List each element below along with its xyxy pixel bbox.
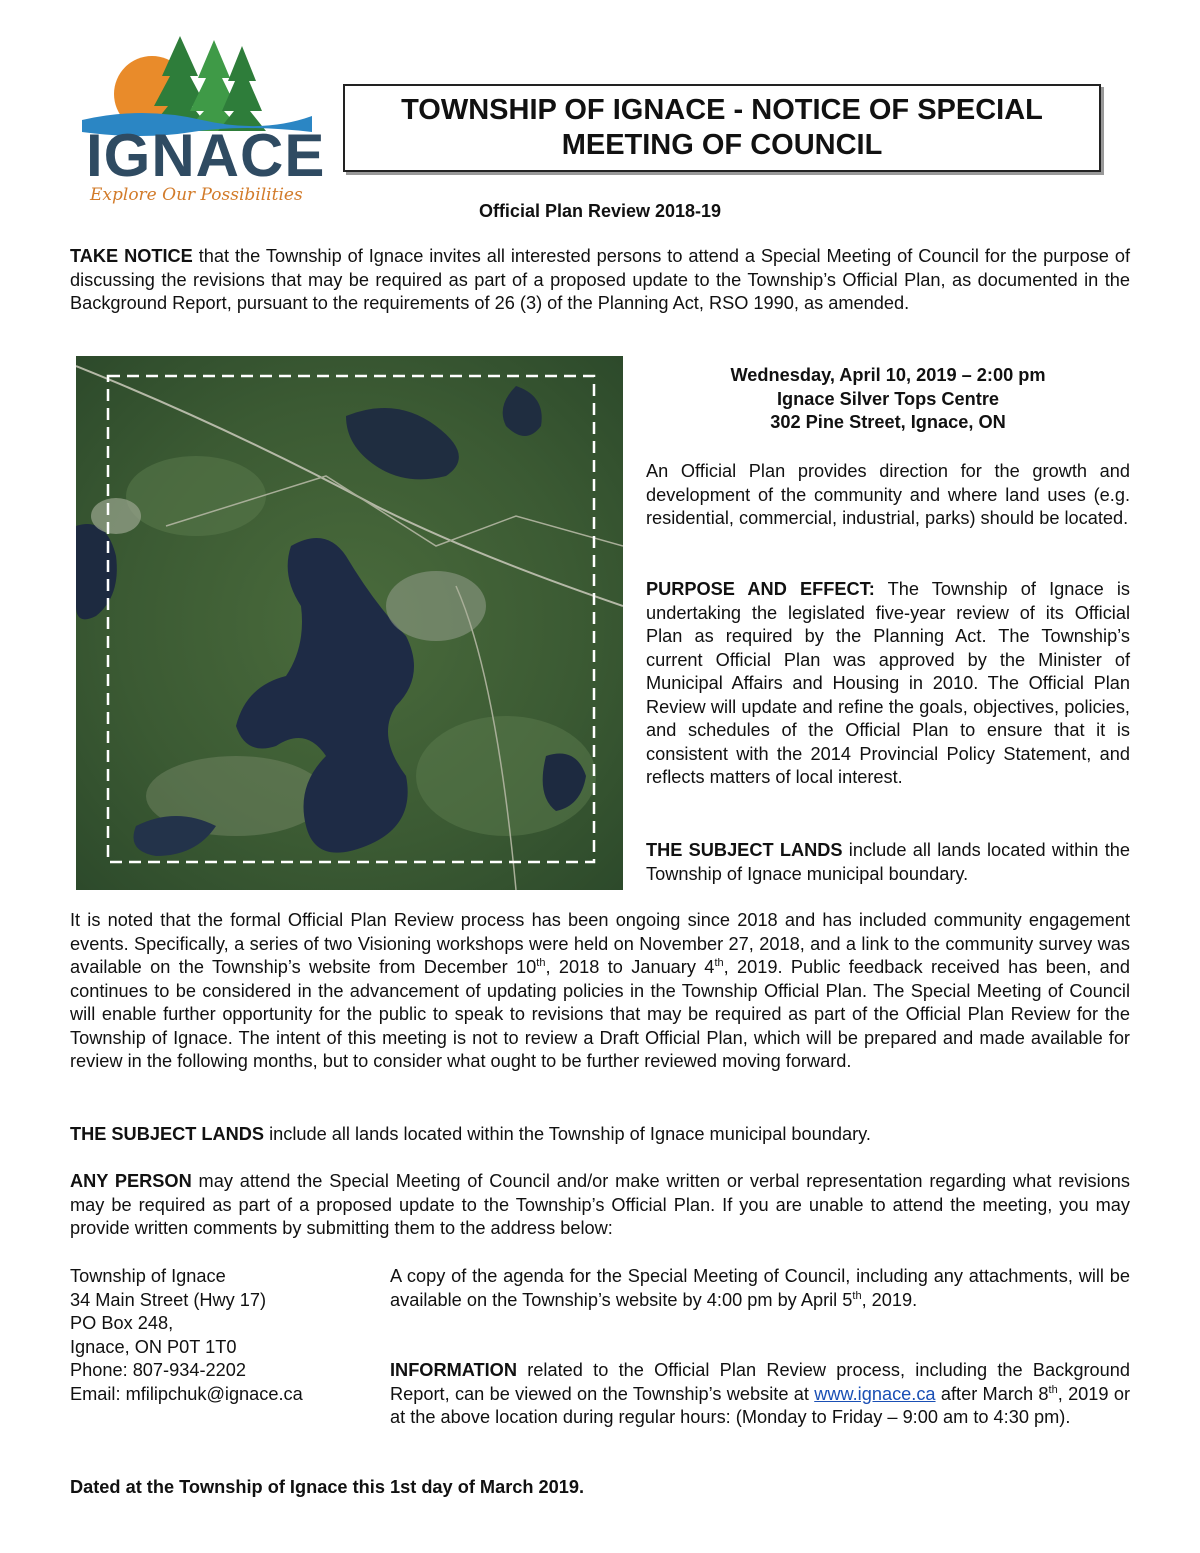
take-notice-text: that the Township of Ignace invites all interested persons to attend a Special Meeting of Council for the purpose of discussing the revisions that may be required as part of a proposed update to the Township’s Official Plan, as documented in the Background Report, pursuant to the requirements of 26 (3) of the Planning Act, RSO 1990, as amended. <box>70 246 1130 313</box>
subject-lands-side-lead: THE SUBJECT LANDS <box>646 840 843 860</box>
official-plan-description: An Official Plan provides direction for the growth and development of the community and where land uses (e.g. residential, commercial, industrial, parks) should be located. <box>646 461 1130 528</box>
contact-address-block <box>70 1265 370 1406</box>
subject-lands-side-paragraph <box>646 839 1130 886</box>
logo-tagline: Explore Our Possibilities <box>90 185 303 205</box>
website-link[interactable]: www.ignace.ca <box>814 1383 936 1404</box>
review-text-2: , 2018 to January 4 <box>545 957 715 977</box>
subject-lands-text: include all lands located within the Township of Ignace municipal boundary. <box>264 1124 871 1144</box>
subject-lands-paragraph <box>70 1123 1130 1147</box>
review-text-1: It is noted that the formal Official Plan Review process has been ongoing since 2018 and has included community engagement events. Specifically, a series of two Visioning workshops were held on November 27, 2018, and a link to the community survey was available on the Township’s website from December 10 <box>70 910 1130 977</box>
event-date: Wednesday, April 10, 2019 – 2:00 pm <box>730 365 1046 385</box>
event-details <box>646 364 1130 435</box>
information-text-2: after March 8 <box>935 1383 1049 1404</box>
contact-line: Ignace, ON P0T 1T0 <box>70 1336 237 1357</box>
notice-subtitle: Official Plan Review 2018-19 <box>478 201 722 221</box>
information-paragraph <box>390 1359 1130 1430</box>
contact-line: Township of Ignace <box>70 1266 226 1286</box>
review-process-paragraph <box>70 909 1130 1074</box>
sun-and-trees-icon <box>82 36 312 136</box>
agenda-text-2: , 2019. <box>861 1289 918 1310</box>
event-venue: Ignace Silver Tops Centre <box>776 388 1000 409</box>
aerial-map-image <box>76 356 623 890</box>
take-notice-paragraph <box>70 245 1130 316</box>
information-lead: INFORMATION <box>390 1360 517 1380</box>
subject-lands-lead: THE SUBJECT LANDS <box>70 1124 265 1144</box>
any-person-paragraph <box>70 1170 1130 1241</box>
purpose-text: The Township of Ignace is undertaking the legislated five-year review of its Official Plan as required by the Planning Act. The Township’s current Official Plan was approved by the Minister of Municipal Affairs and Housing in 2010. The Official Plan Review will update and refine the goals, objectives, policies, and schedules of the Official Plan to ensure that it is consistent with the 2014 Provincial Policy Statement, and reflects matters of local interest. <box>646 579 1130 787</box>
subject-lands-side-text: include all lands located within the Township of Ignace municipal boundary. <box>646 840 1131 884</box>
take-notice-lead: TAKE NOTICE <box>70 246 193 266</box>
dated-line: Dated at the Township of Ignace this 1st day of March 2019. <box>70 1477 585 1497</box>
information-sup: th <box>1048 1383 1058 1396</box>
any-person-text: may attend the Special Meeting of Council and/or make written or verbal representation regarding what revisions may be required as part of a proposed update to the Township’s Official Plan. If you are unable to attend the meeting, you may provide written comments by submitting them to the address below: <box>70 1171 1130 1238</box>
information-text-3: , 2019 or at the above location during regular hours: (Monday to Friday – 9:00 am to 4:30 pm). <box>390 1383 1131 1427</box>
contact-line: PO Box 248, <box>70 1313 174 1333</box>
event-address: 302 Pine Street, Ignace, ON <box>770 412 1006 432</box>
agenda-text-1: A copy of the agenda for the Special Meeting of Council, including any attachments, will be available on the Township’s website by 4:00 pm by April 5 <box>390 1266 1130 1310</box>
purpose-lead: PURPOSE AND EFFECT: <box>646 579 875 599</box>
contact-email: Email: mfilipchuk@ignace.ca <box>70 1383 303 1404</box>
agenda-paragraph <box>390 1265 1130 1312</box>
agenda-sup: th <box>852 1289 862 1302</box>
notice-title-text: TOWNSHIP OF IGNACE - NOTICE OF SPECIAL MEETING OF COUNCIL <box>401 94 1043 161</box>
review-text-3: , 2019. Public feedback received has been, and continues to be considered in the advancement of updating policies in the Township Official Plan. The Special Meeting of Council will enable further opportunity for the public to speak to revisions that may be required as part of the Official Plan Review for the Township of Ignace. The intent of this meeting is not to review a Draft Official Plan, which will be prepared and made available for review in the following months, but to consider what ought to be further reviewed moving forward. <box>70 957 1130 1071</box>
township-logo <box>82 36 326 211</box>
logo-wordmark: IGNACE <box>86 122 326 189</box>
contact-line: 34 Main Street (Hwy 17) <box>70 1289 267 1310</box>
review-sup-1: th <box>536 956 546 969</box>
purpose-paragraph <box>646 578 1130 790</box>
notice-title <box>343 84 1101 172</box>
review-sup-2: th <box>714 956 724 969</box>
information-text-1: related to the Official Plan Review process, including the Background Report, can be viewed on the Township’s website at <box>390 1360 1130 1404</box>
any-person-lead: ANY PERSON <box>70 1171 192 1191</box>
contact-phone: Phone: 807-934-2202 <box>70 1360 246 1380</box>
